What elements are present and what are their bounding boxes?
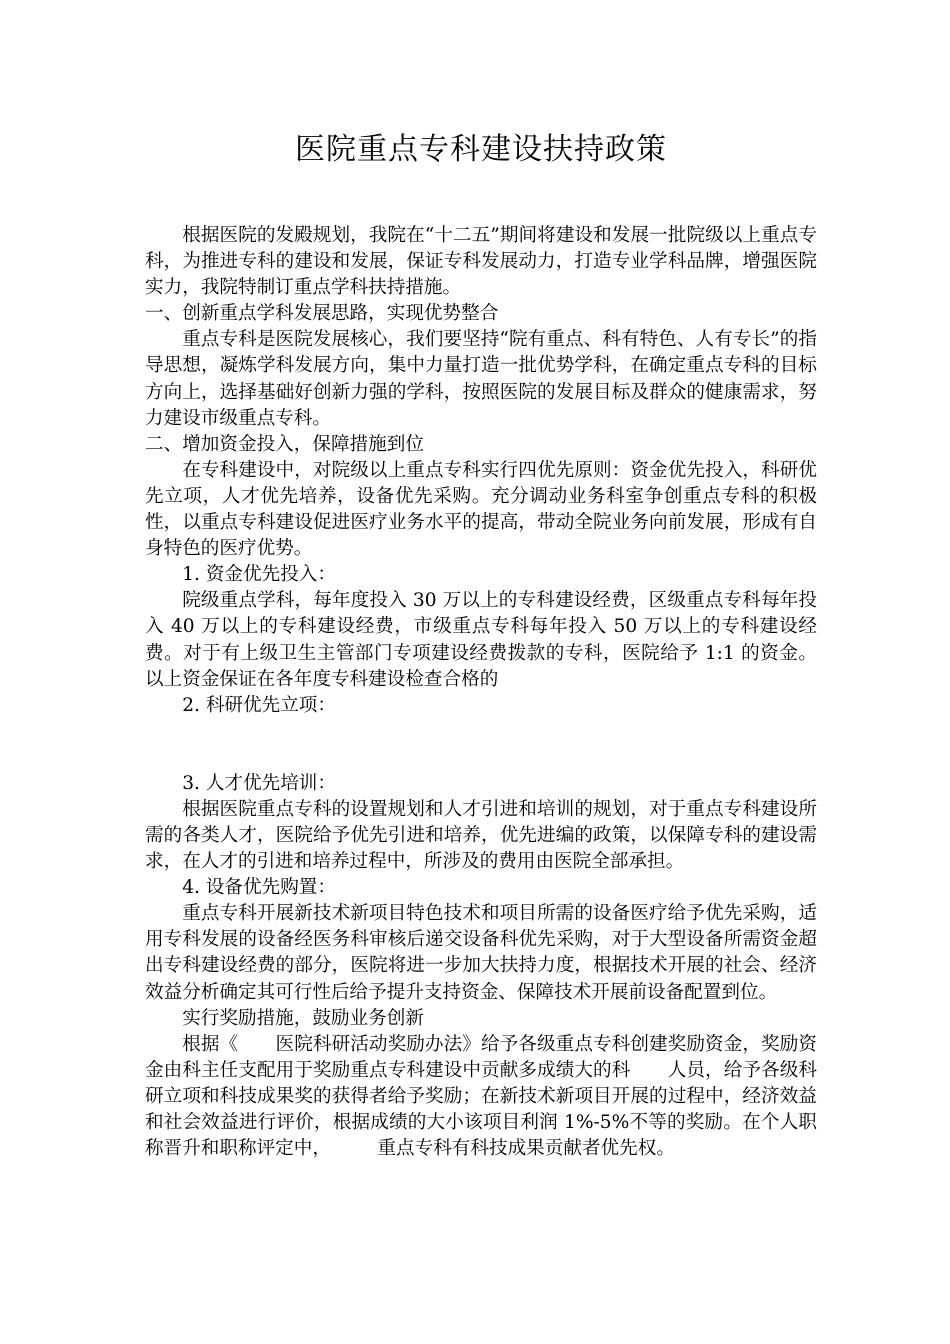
subheading-rewards: 实行奖励措施，鼓励业务创新 [182,1007,424,1029]
paragraph-equipment: 重点专科开展新技术新项目特色技术和项目所需的设备医疗给予优先采购，适用专科发展的设备经医务科审核后递交设备科优先采购，对于大型设备所需资金超出专科建设经费的部分，医院将进一步加大扶持力度，根据技术开展的社会、经济效益分析确定其可行性后给予提升支持资金、保障技术开展前设备配置到位。 [145,903,817,1003]
section-heading-2: 二、增加资金投入，保障措施到位 [145,433,424,455]
subheading-equipment: 4. 设备优先购置： [182,877,336,899]
paragraph-section-2: 在专科建设中，对院级以上重点专科实行四优先原则：资金优先投入，科研优先立项，人才优先培养，设备优先采购。充分调动业务科室争创重点专科的积极性，以重点专科建设促进医疗业务水平的提高，带动全院业务向前发展，形成有自身特色的医疗优势。 [145,459,817,560]
blank-gap [145,719,817,771]
document-title: 医院重点专科建设扶持政策 [295,132,667,167]
section-heading-1: 一、创新重点学科发展思路，实现优势整合 [145,303,499,325]
subheading-talent: 3. 人才优先培训： [182,772,336,794]
paragraph-rewards: 根据《 医院科研活动奖励办法》给予各级重点专科创建奖励资金，奖励资金由科主任支配用于奖励重点专科建设中贡献多成绩大的科 人员，给予各级科研立项和科技成果奖的获得者给予奖励；在新技术新项目开展的过程中，经济效益和社会效益进行评价，根据成绩的大小该项目利润 1%-5%不等的奖励。在个人职称晋升和职称评定中， 重点专科有科技成果贡献者优先权。 [145,1033,817,1160]
paragraph-section-1: 重点专科是医院发展核心，我们要坚持“院有重点、科有特色、人有专长”的指导思想，凝炼学科发展方向，集中力量打造一批优势学科，在确定重点专科的目标方向上，选择基础好创新力强的学科，按照医院的发展目标及群众的健康需求，努力建设市级重点专科。 [145,329,817,429]
subheading-research: 2. 科研优先立项： [182,694,336,716]
subheading-funding: 1. 资金优先投入： [182,564,336,586]
paragraph-talent: 根据医院重点专科的设置规划和人才引进和培训的规划，对于重点专科建设所需的各类人才，医院给予优先引进和培养，优先进编的政策，以保障专科的建设需求，在人才的引进和培养过程中，所涉及的费用由医院全部承担。 [145,798,817,873]
paragraph-intro: 根据医院的发殿规划，我院在“十二五”期间将建设和发展一批院级以上重点专科，为推进专科的建设和发展，保证专科发展动力，打造专业学科品牌，增强医院实力，我院特制订重点学科扶持措施。 [145,225,817,299]
paragraph-funding: 院级重点学科，每年度投入 30 万以上的专科建设经费，区级重点专科每年投入 40 万以上的专科建设经费，市级重点专科每年投入 50 万以上的专科建设经费。对于有上级卫生主管部门专项建设经费拨款的专科，医院给予 1:1 的资金。以上资金保证在各年度专科建设检查合格的 [145,590,817,690]
document-body [145,223,817,1162]
